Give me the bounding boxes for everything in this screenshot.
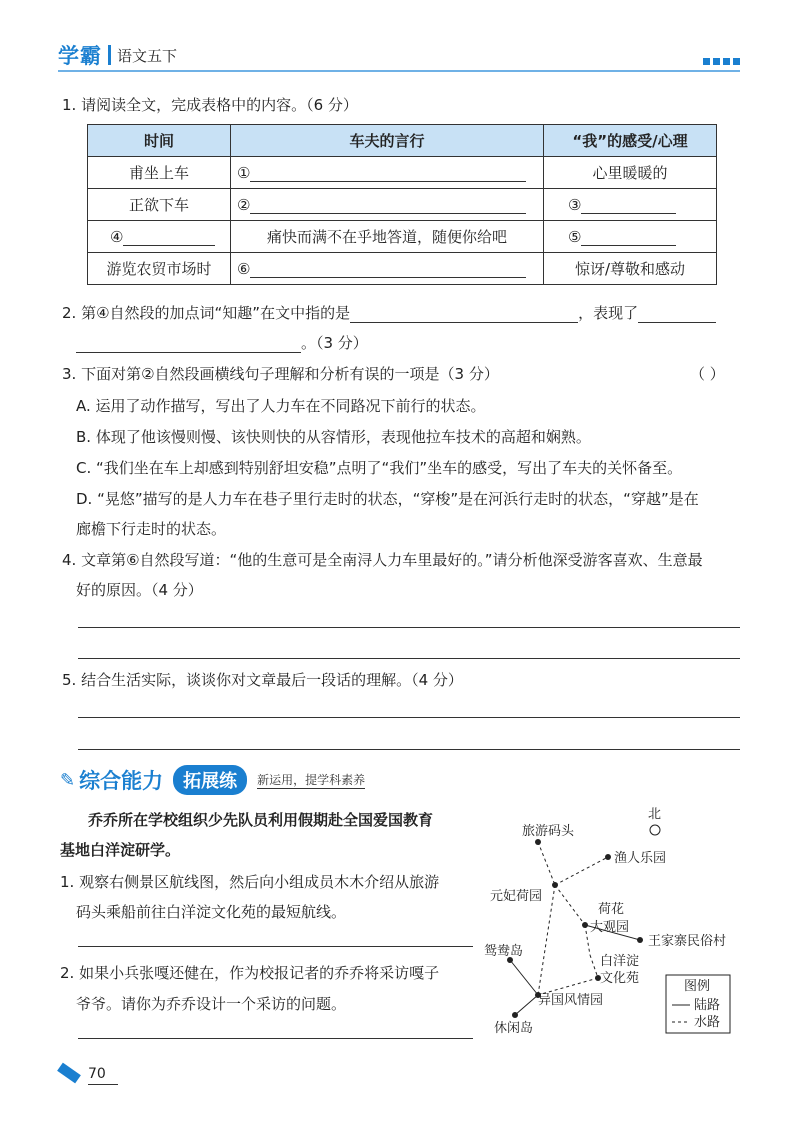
subject-label: 语文五下 — [117, 46, 178, 65]
answer-cell[interactable]: ④ — [88, 221, 231, 253]
sq2-line1: 2. 如果小兵张嘎还健在，作为校报记者的乔乔将采访嘎子 — [60, 964, 440, 982]
section-subtitle: 新运用，提学科素养 — [257, 773, 366, 787]
place-label: 荷花 — [598, 902, 625, 917]
answer-cell[interactable]: ③ — [544, 189, 717, 221]
answer-cell[interactable]: ⑥ — [231, 253, 544, 285]
place-label: 旅游码头 — [522, 824, 575, 839]
brand-name: 学霸 — [58, 44, 102, 68]
land-route — [515, 995, 538, 1015]
place-label: 鸳鸯岛 — [484, 944, 524, 959]
cell: 甫坐上车 — [88, 157, 231, 189]
q2-line1: 2. 第④自然段的加点词“知趣”在文中指的是 ，表现了 — [62, 303, 742, 323]
answer-blank[interactable] — [638, 304, 716, 323]
legend-water: 水路 — [694, 1015, 721, 1030]
q2-line2: 。（3 分） — [76, 333, 368, 353]
intro-line1: 乔乔所在学校组织少先队员利用假期赴全国爱国教育 — [88, 811, 434, 829]
sq2-line2: 爷爷。请你为乔乔设计一个采访的问题。 — [76, 995, 347, 1013]
page-number-rule — [88, 1084, 118, 1085]
col-header-feeling: “我”的感受/心理 — [544, 125, 717, 157]
section-header — [60, 765, 365, 795]
cell: 心里暖暖的 — [544, 157, 717, 189]
q3-stem: 3. 下面对第②自然段画横线句子理解和分析有误的一项是（3 分） — [62, 365, 499, 383]
brand-logo — [58, 40, 177, 70]
book-icon: ✎ — [60, 769, 76, 791]
table-row — [88, 221, 717, 253]
answer-paren[interactable]: （ ） — [690, 365, 725, 383]
cell: 游览农贸市场时 — [88, 253, 231, 285]
answer-line[interactable] — [78, 946, 473, 947]
q5-stem: 5. 结合生活实际，谈谈你对文章最后一段话的理解。（4 分） — [62, 671, 463, 689]
table-header-row — [88, 125, 717, 157]
answer-line[interactable] — [78, 658, 740, 659]
answer-blank[interactable] — [76, 334, 301, 353]
answer-line[interactable] — [78, 1038, 473, 1039]
compass-icon — [650, 825, 660, 835]
divider — [108, 45, 111, 65]
sq1-line2: 码头乘船前往白洋淀文化苑的最短航线。 — [76, 903, 347, 921]
legend-title: 图例 — [684, 979, 711, 994]
water-route — [555, 857, 608, 885]
table-row — [88, 157, 717, 189]
intro-line2: 基地白洋淀研学。 — [60, 841, 181, 859]
place-label: 元妃荷园 — [490, 889, 543, 904]
cell: 正欲下车 — [88, 189, 231, 221]
answer-blank[interactable] — [350, 304, 578, 323]
section-badge: 拓展练 — [173, 765, 247, 795]
route-map — [470, 800, 750, 1045]
place-label: 文化苑 — [600, 971, 640, 986]
table-row — [88, 253, 717, 285]
place-label: 白洋淀 — [600, 954, 640, 969]
water-route — [590, 955, 598, 978]
header-rule — [58, 70, 740, 72]
water-route — [538, 842, 555, 885]
place-label: 王家寨民俗村 — [648, 934, 727, 949]
place-label: 大观园 — [590, 920, 630, 935]
option-d: D. “晃悠”描写的是人力车在巷子里行走时的状态，“穿梭”是在河浜行走时的状态，“穿越”是在 — [76, 490, 699, 508]
q1-stem: 1. 请阅读全文，完成表格中的内容。（6 分） — [62, 96, 358, 114]
header-decoration — [703, 58, 740, 65]
cell: 痛快而满不在乎地答道，随便你给吧 — [231, 221, 544, 253]
answer-cell[interactable]: ① — [231, 157, 544, 189]
option-d-cont: 廊檐下行走时的状态。 — [76, 520, 227, 538]
place-label: 异国风情园 — [538, 993, 604, 1008]
water-route — [555, 885, 585, 925]
land-route — [510, 960, 538, 995]
option-c: C. “我们坐在车上却感到特别舒坦安稳”点明了“我们”坐车的感受，写出了车夫的关怀备至。 — [76, 459, 683, 477]
answer-line[interactable] — [78, 749, 740, 750]
cell: 惊讶/尊敬和感动 — [544, 253, 717, 285]
table-row — [88, 189, 717, 221]
north-label: 北 — [648, 807, 662, 822]
place-label: 休闲岛 — [494, 1021, 534, 1036]
option-b: B. 体现了他该慢则慢、该快则快的从容情形，表现他拉车技术的高超和娴熟。 — [76, 428, 591, 446]
answer-line[interactable] — [78, 717, 740, 718]
col-header-words: 车夫的言行 — [231, 125, 544, 157]
legend-land: 陆路 — [694, 998, 721, 1013]
q1-table — [87, 124, 717, 285]
answer-cell[interactable]: ② — [231, 189, 544, 221]
page-number: 70 — [88, 1066, 106, 1082]
q4-line2: 好的原因。（4 分） — [76, 581, 203, 599]
q4-line1: 4. 文章第⑥自然段写道：“他的生意可是全南浔人力车里最好的。”请分析他深受游客喜欢、生意最 — [62, 551, 703, 569]
sq1-line1: 1. 观察右侧景区航线图，然后向小组成员木木介绍从旅游 — [60, 873, 440, 891]
section-title: 综合能力 — [79, 769, 164, 793]
answer-cell[interactable]: ⑤ — [544, 221, 717, 253]
place-label: 渔人乐园 — [614, 851, 667, 866]
answer-line[interactable] — [78, 627, 740, 628]
option-a: A. 运用了动作描写，写出了人力车在不同路况下前行的状态。 — [76, 397, 486, 415]
pencil-icon — [57, 1063, 81, 1084]
col-header-time: 时间 — [88, 125, 231, 157]
